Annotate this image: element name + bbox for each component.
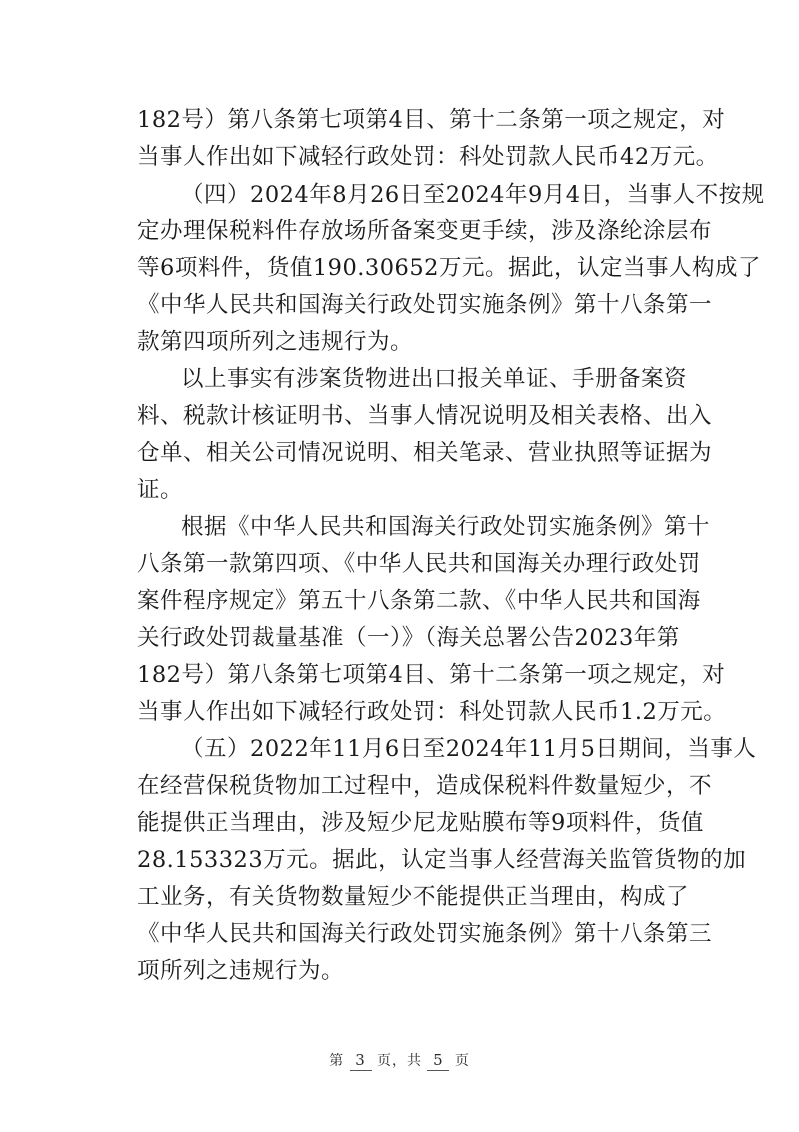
text-line: （四）2024年8月26日至2024年9月4日，当事人不按规 <box>181 182 765 208</box>
text-line: 182号）第八条第七项第4目、第十二条第一项之规定，对 <box>137 107 726 133</box>
text-line: 八条第一款第四项、《中华人民共和国海关办理行政处罚 <box>137 551 701 577</box>
text-line: 《中华人民共和国海关行政处罚实施条例》第十八条第三 <box>137 921 713 947</box>
text-line: 项所列之违规行为。 <box>137 958 345 984</box>
text-line: 料、税款计核证明书、当事人情况说明及相关表格、出入 <box>137 403 713 429</box>
text-line: 以上事实有涉案货物进出口报关单证、手册备案资 <box>181 366 688 392</box>
text-line: 案件程序规定》第五十八条第二款、《中华人民共和国海 <box>137 588 701 614</box>
current-page-number: 3 <box>350 1050 372 1071</box>
text-line: 根据《中华人民共和国海关行政处罚实施条例》第十 <box>181 514 711 540</box>
text-line: 等6项料件，货值190.30652万元。据此，认定当事人构成了 <box>137 255 761 281</box>
total-page-count: 5 <box>427 1050 449 1071</box>
text-line: 定办理保税料件存放场所备案变更手续，涉及涤纶涂层布 <box>137 218 713 244</box>
footer-suffix: 页 <box>454 1053 470 1069</box>
footer-prefix: 第 <box>329 1053 345 1069</box>
text-line: 工业务，有关货物数量短少不能提供正当理由，构成了 <box>137 884 690 910</box>
text-line: 证。 <box>137 477 184 503</box>
text-line: （五）2022年11月6日至2024年11月5日期间，当事人 <box>181 736 757 762</box>
text-line: 关行政处罚裁量基准（一）》（海关总署公告2023年第 <box>137 625 680 651</box>
text-line: 能提供正当理由，涉及短少尼龙贴膜布等9项料件，货值 <box>137 810 704 836</box>
text-line: 在经营保税货物加工过程中，造成保税料件数量短少，不 <box>137 773 713 799</box>
text-line: 182号）第八条第七项第4目、第十二条第一项之规定，对 <box>137 662 726 688</box>
text-line: 仓单、相关公司情况说明、相关笔录、营业执照等证据为 <box>137 440 713 466</box>
text-line: 《中华人民共和国海关行政处罚实施条例》第十八条第一 <box>137 292 713 318</box>
text-line: 当事人作出如下减轻行政处罚：科处罚款人民币42万元。 <box>137 144 719 170</box>
text-line: 款第四项所列之违规行为。 <box>137 329 414 355</box>
text-line: 28.153323万元。据此，认定当事人经营海关监管货物的加 <box>137 847 747 873</box>
text-line: 当事人作出如下减轻行政处罚：科处罚款人民币1.2万元。 <box>137 699 727 725</box>
footer-middle: 页，共 <box>377 1053 422 1069</box>
page-number-footer <box>0 1050 799 1071</box>
